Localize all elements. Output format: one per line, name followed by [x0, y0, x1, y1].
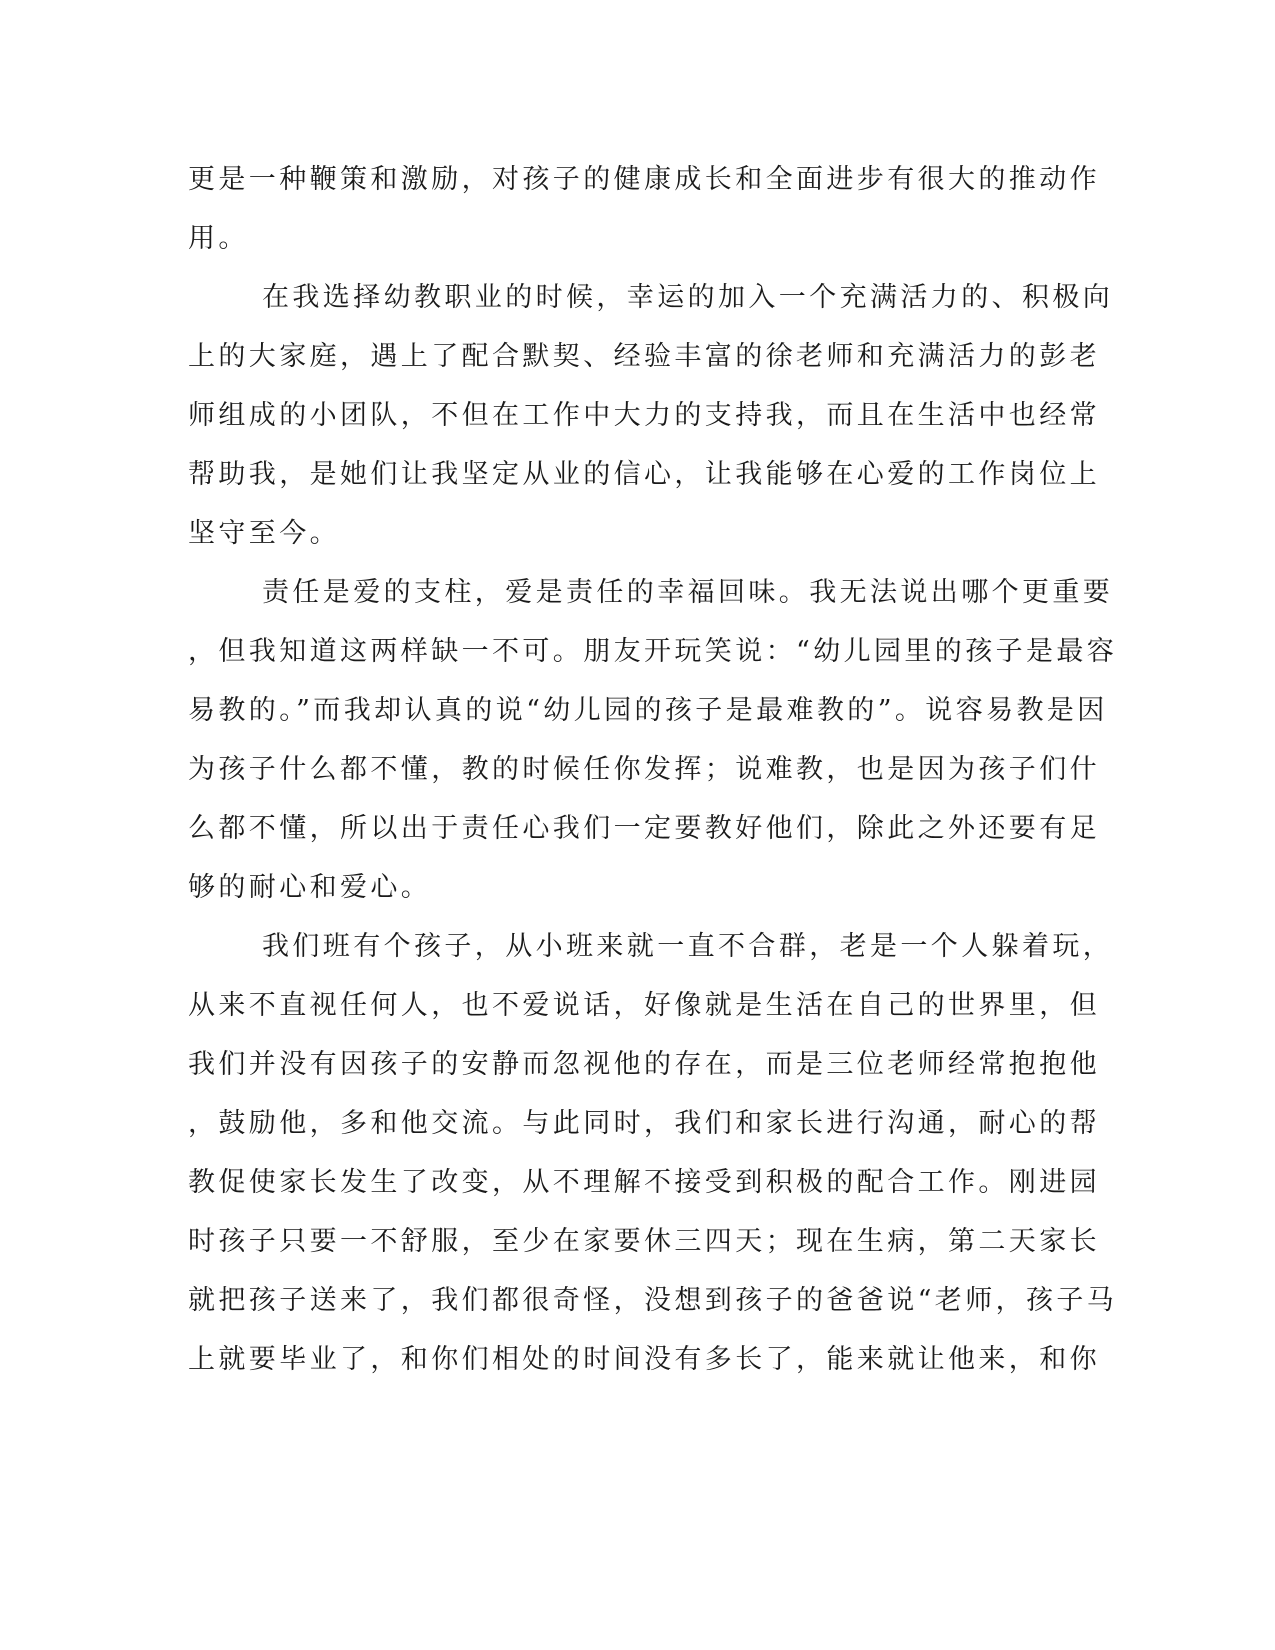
text-line: 就把孩子送来了，我们都很奇怪，没想到孩子的爸爸说“老师，孩子马: [188, 1285, 1118, 1316]
text-line: ，鼓励他，多和他交流。与此同时，我们和家长进行沟通，耐心的帮: [188, 1108, 1100, 1139]
text-line: 帮助我，是她们让我坚定从业的信心，让我能够在心爱的工作岗位上: [188, 459, 1100, 490]
text-line: 师组成的小团队，不但在工作中大力的支持我，而且在生活中也经常: [188, 400, 1100, 431]
paragraph-start-line: 责任是爱的支柱，爱是责任的幸福回味。我无法说出哪个更重要: [262, 577, 1114, 608]
text-line: 么都不懂，所以出于责任心我们一定要教好他们，除此之外还要有足: [188, 813, 1100, 844]
text-line: 教促使家长发生了改变，从不理解不接受到积极的配合工作。刚进园: [188, 1167, 1100, 1198]
text-line: ，但我知道这两样缺一不可。朋友开玩笑说：“幼儿园里的孩子是最容: [188, 636, 1118, 667]
text-line: 上就要毕业了，和你们相处的时间没有多长了，能来就让他来，和你: [188, 1344, 1100, 1375]
text-line: 上的大家庭，遇上了配合默契、经验丰富的徐老师和充满活力的彭老: [188, 341, 1100, 372]
text-line: 坚守至今。: [188, 518, 340, 549]
paragraph-start-line: 在我选择幼教职业的时候，幸运的加入一个充满活力的、积极向: [262, 282, 1114, 313]
text-line: 更是一种鞭策和激励，对孩子的健康成长和全面进步有很大的推动作: [188, 164, 1100, 195]
text-line: 易教的。”而我却认真的说“幼儿园的孩子是最难教的”。说容易教是因: [188, 695, 1108, 726]
text-line: 用。: [188, 223, 249, 254]
text-line: 够的耐心和爱心。: [188, 872, 432, 903]
text-line: 时孩子只要一不舒服，至少在家要休三四天；现在生病，第二天家长: [188, 1226, 1100, 1257]
text-line: 从来不直视任何人，也不爱说话，好像就是生活在自己的世界里，但: [188, 990, 1100, 1021]
text-line: 为孩子什么都不懂，教的时候任你发挥；说难教，也是因为孩子们什: [188, 754, 1100, 785]
paragraph-start-line: 我们班有个孩子，从小班来就一直不合群，老是一个人躲着玩，: [262, 931, 1114, 962]
text-line: 我们并没有因孩子的安静而忽视他的存在，而是三位老师经常抱抱他: [188, 1049, 1100, 1080]
